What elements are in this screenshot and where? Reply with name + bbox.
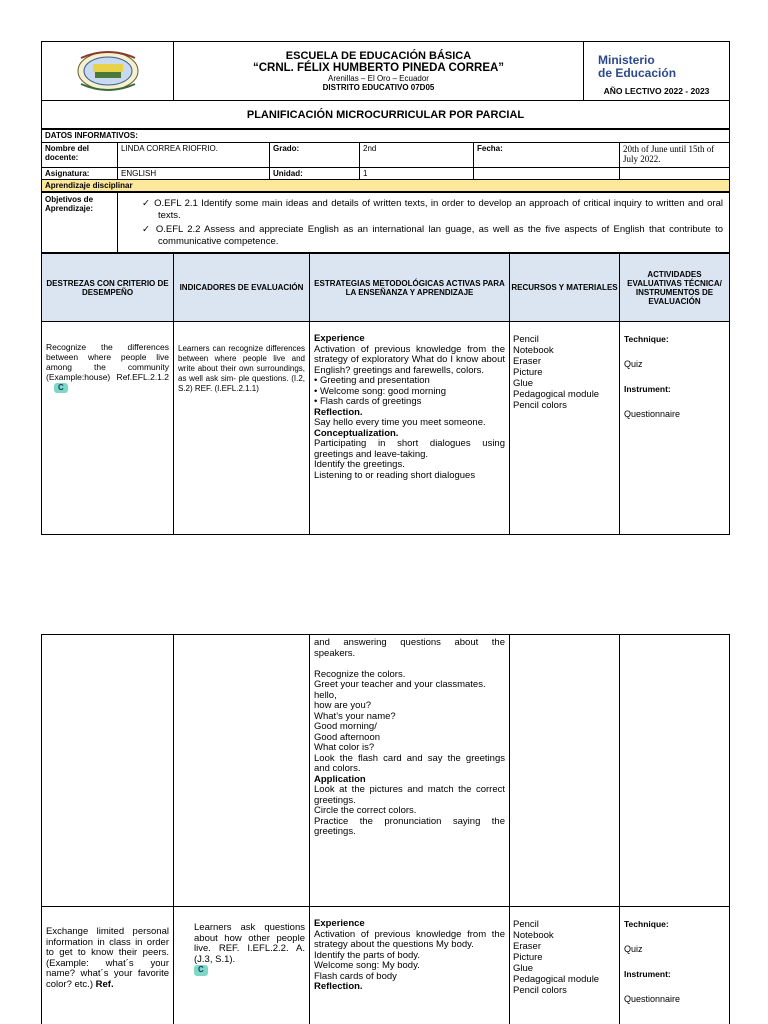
technique-value: Quiz [624, 359, 643, 369]
ministry-cell [584, 42, 730, 101]
strategy-line: Good afternoon [314, 731, 381, 743]
school-district: DISTRITO EDUCATIVO 07D05 [322, 83, 435, 92]
strategy-line: What color is? [314, 742, 375, 753]
competency-badge: C [194, 965, 208, 976]
resource-item: Eraser [513, 356, 541, 367]
strategy-cell [310, 907, 510, 1024]
subject-label: Asignatura: [42, 168, 118, 180]
column-header-skills: DESTREZAS CON CRITERIO DE DESEMPEÑO [42, 254, 174, 322]
empty-cell [474, 168, 620, 180]
resource-item: Picture [513, 367, 543, 378]
skill-cell [42, 635, 174, 907]
strategy-line: Good morning/ [314, 721, 377, 732]
evaluation-cell [620, 322, 730, 535]
strategy-cell [310, 635, 510, 907]
strategy-line: Look at the pictures and match the correct greetings. [314, 784, 505, 806]
strategy-line: Experience [314, 918, 365, 929]
strategy-line: Flash cards of body [314, 970, 397, 982]
strategy-line: hello, [314, 689, 337, 701]
strategy-line: • Flash cards of greetings [314, 396, 422, 407]
learning-bar: Aprendizaje disciplinar [42, 180, 730, 192]
subject-value: ENGLISH [118, 168, 270, 180]
evaluation-cell [620, 907, 730, 1024]
evaluation-cell [620, 635, 730, 907]
strategy-line: and answering questions about the speakers. [314, 637, 505, 659]
column-header-strategies: ESTRATEGIAS METODOLÓGICAS ACTIVAS PARA LA ENSEÑANZA Y APRENDIZAJE [310, 254, 510, 322]
date-value: 20th of June until 15th of July 2022. [620, 143, 730, 168]
resource-item: Pencil [513, 919, 539, 930]
technique-value: Quiz [624, 944, 643, 954]
unit-label: Unidad: [270, 168, 360, 180]
indicator-cell [174, 907, 310, 1024]
resource-item: Notebook [513, 345, 554, 356]
objective-item: ✓ O.EFL 2.2 Assess and appreciate English as an international lan guage, as well as the five aspects of English that contribute to communicative competence. [142, 224, 723, 247]
skill-text: Exchange limited personal information in class in order to get to know their peers. (Example: what´s your name? what´s your favorite color? etc.) [46, 926, 169, 990]
resource-item: Notebook [513, 930, 554, 941]
info-section-label: DATOS INFORMATIVOS: [42, 130, 730, 143]
planning-table-1 [41, 253, 730, 535]
skill-ref: Ref. [95, 978, 114, 990]
resource-item: Pencil colors [513, 400, 567, 411]
resources-cell [510, 907, 620, 1024]
resources-cell [510, 322, 620, 535]
empty-cell [620, 168, 730, 180]
indicator-cell: Learners can recognize differences between where people live and write about their own surroundings, as well ask sim- ple questions. (I.2, S.2) REF. (I.EFL.2.1.1) [174, 322, 310, 535]
grade-label: Grado: [270, 143, 360, 168]
planning-page-1 [41, 41, 729, 535]
strategy-line: Participating in short dialogues using greetings and leave-taking. [314, 438, 505, 460]
instrument-label: Instrument: [624, 384, 671, 394]
strategy-line: Recognize the colors. [314, 668, 406, 680]
column-header-evaluation: ACTIVIDADES EVALUATIVAS TÉCNICA/ INSTRUMENTOS DE EVALUACIÓN [620, 254, 730, 322]
school-name: “CRNL. FÉLIX HUMBERTO PINEDA CORREA” [252, 62, 505, 74]
planning-table-2 [41, 634, 730, 1024]
school-year: AÑO LECTIVO 2022 - 2023 [603, 86, 710, 96]
resource-item: Glue [513, 378, 534, 389]
strategy-line: Identify the parts of body. [314, 949, 420, 961]
resource-item: Eraser [513, 941, 541, 952]
strategy-line: Application [314, 773, 366, 785]
school-type: ESCUELA DE EDUCACIÓN BÁSICA [285, 50, 472, 62]
strategy-line: Circle the correct colors. [314, 805, 417, 816]
header-table [41, 41, 730, 129]
planning-page-2 [41, 634, 729, 1024]
strategy-line: Practice the pronunciation saying the greetings. [314, 815, 505, 837]
skill-text: Recognize the differences between where people live among the community (Example:house) Ref.EFL.2.1.2 [46, 342, 169, 382]
grade-value: 2nd [360, 143, 474, 168]
instrument-value: Questionnaire [624, 994, 681, 1004]
instrument-value: Questionnaire [624, 409, 681, 419]
indicator-text: Learners ask questions about how other people live. REF. I.EFL.2.2. A. (J.3, S.1). [194, 922, 305, 965]
skill-cell [42, 907, 174, 1024]
strategy-line [314, 659, 505, 670]
strategy-line: Greet your teacher and your classmates. [314, 679, 486, 690]
resource-item: Pedagogical module [513, 974, 600, 985]
resources-cell [510, 635, 620, 907]
technique-label: Technique: [624, 919, 669, 929]
strategy-line: Activation of previous knowledge from the strategy of exploratory What do I know about English? greetings and farewells, colors. [314, 343, 505, 376]
indicator-cell [174, 635, 310, 907]
strategy-line: Identify the greetings. [314, 459, 405, 470]
school-info-cell [174, 42, 584, 101]
strategy-line: Say hello every time you meet someone. [314, 417, 486, 428]
strategy-line: how are you? [314, 700, 372, 711]
skill-cell [42, 322, 174, 535]
strategy-line: Listening to or reading short dialogues [314, 469, 476, 481]
strategy-line: Experience [314, 333, 365, 344]
school-crest-icon [73, 48, 143, 94]
technique-label: Technique: [624, 334, 669, 344]
teacher-label: Nombre del docente: [42, 143, 118, 168]
resource-item: Pencil colors [513, 985, 567, 996]
instrument-label: Instrument: [624, 969, 671, 979]
resource-item: Pencil [513, 334, 539, 345]
strategy-line: Welcome song: My body. [314, 960, 420, 971]
column-header-resources: RECURSOS Y MATERIALES [510, 254, 620, 322]
competency-badge: C [54, 383, 68, 393]
resource-item: Pedagogical module [513, 389, 600, 400]
column-header-indicators: INDICADORES DE EVALUACIÓN [174, 254, 310, 322]
school-location: Arenillas – El Oro – Ecuador [328, 74, 429, 83]
objectives-list [118, 193, 730, 253]
strategy-line: Look the flash card and say the greetings and colors. [314, 752, 505, 774]
objectives-label: Objetivos de Aprendizaje: [42, 193, 118, 253]
resource-item: Glue [513, 963, 534, 974]
plan-title: PLANIFICACIÓN MICROCURRICULAR POR PARCIAL [42, 101, 730, 129]
strategy-line: • Welcome song: good morning [314, 385, 446, 397]
teacher-value: LINDA CORREA RIOFRIO. [118, 143, 270, 168]
info-table [41, 129, 730, 192]
strategy-cell [310, 322, 510, 535]
strategy-line: Reflection. [314, 981, 363, 992]
strategy-line: What’s your name? [314, 710, 396, 722]
school-logo-cell [42, 42, 174, 101]
objective-item: ✓ O.EFL 2.1 Identify some main ideas and details of written texts, in order to develop an approach of critical inquiry to written and oral texts. [142, 198, 723, 221]
objectives-table [41, 192, 730, 253]
strategy-line: Activation of previous knowledge from the strategy about the questions My body. [314, 928, 505, 950]
date-label: Fecha: [474, 143, 620, 168]
ministry-logo-line2: de Educación [598, 66, 677, 80]
resource-item: Picture [513, 952, 543, 963]
strategy-line: Reflection. [314, 406, 363, 418]
strategy-line: • Greeting and presentation [314, 375, 430, 386]
strategy-line: Conceptualization. [314, 427, 399, 439]
unit-value: 1 [360, 168, 474, 180]
ministry-logo-line1: Ministerio [598, 53, 655, 67]
